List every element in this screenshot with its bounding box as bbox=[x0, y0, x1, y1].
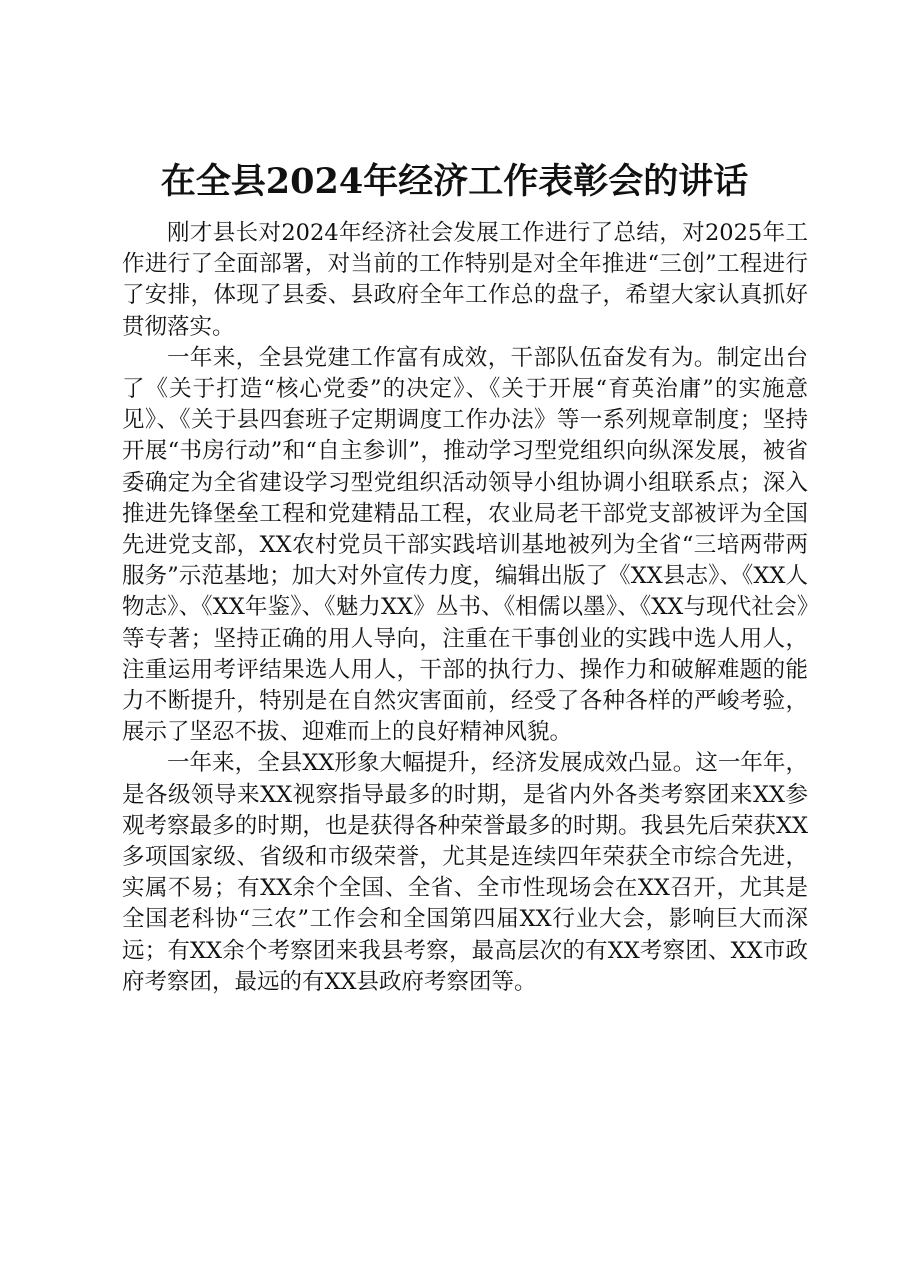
paragraph-2: 一年来，全县党建工作富有成效，干部队伍奋发有为。制定出台了《关于打造“核心党委”的决定》、《关于开展“育英治庸”的实施意见》、《关于县四套班子定期调度工作办法》等一系列规章制度；坚持开展“书房行动”和“自主参训”，推动学习型党组织向纵深发展，被省委确定为全省建设学习型党组织活动领导小组协调小组联系点；深入推进先锋堡垒工程和党建精品工程，农业局老干部党支部被评为全国先进党支部，XX农村党员干部实践培训基地被列为全省“三培两带两服务”示范基地；加大对外宣传力度，编辑出版了《XX县志》、《XX人物志》、《XX年鉴》、《魅力XX》丛书、《相儒以墨》、《XX与现代社会》等专著；坚持正确的用人导向，注重在干事创业的实践中选人用人，注重运用考评结果选人用人，干部的执行力、操作力和破解难题的能力不断提升，特别是在自然灾害面前，经受了各种各样的严峻考验，展示了坚忍不拔、迎难而上的良好精神风貌。 bbox=[122, 344, 808, 746]
paragraph-1: 刚才县长对2024年经济社会发展工作进行了总结，对2025年工作进行了全面部署，对当前的工作特别是对全年推进“三创”工程进行了安排，体现了县委、县政府全年工作总的盘子，希望大家认真抓好贯彻落实。 bbox=[122, 220, 808, 340]
document-body bbox=[122, 218, 808, 998]
document-title: 在全县2024年经济工作表彰会的讲话 bbox=[160, 161, 749, 202]
paragraph-3: 一年来，全县XX形象大幅提升，经济发展成效凸显。这一年年，是各级领导来XX视察指导最多的时期，是省内外各类考察团来XX参观考察最多的时期，也是获得各种荣誉最多的时期。我县先后荣获XX多项国家级、省级和市级荣誉，尤其是连续四年荣获全市综合先进，实属不易；有XX余个全国、全省、全市性现场会在XX召开，尤其是全国老科协“三农”工作会和全国第四届XX行业大会，影响巨大而深远；有XX余个考察团来我县考察，最高层次的有XX考察团、XX市政府考察团，最远的有XX县政府考察团等。 bbox=[122, 750, 808, 995]
